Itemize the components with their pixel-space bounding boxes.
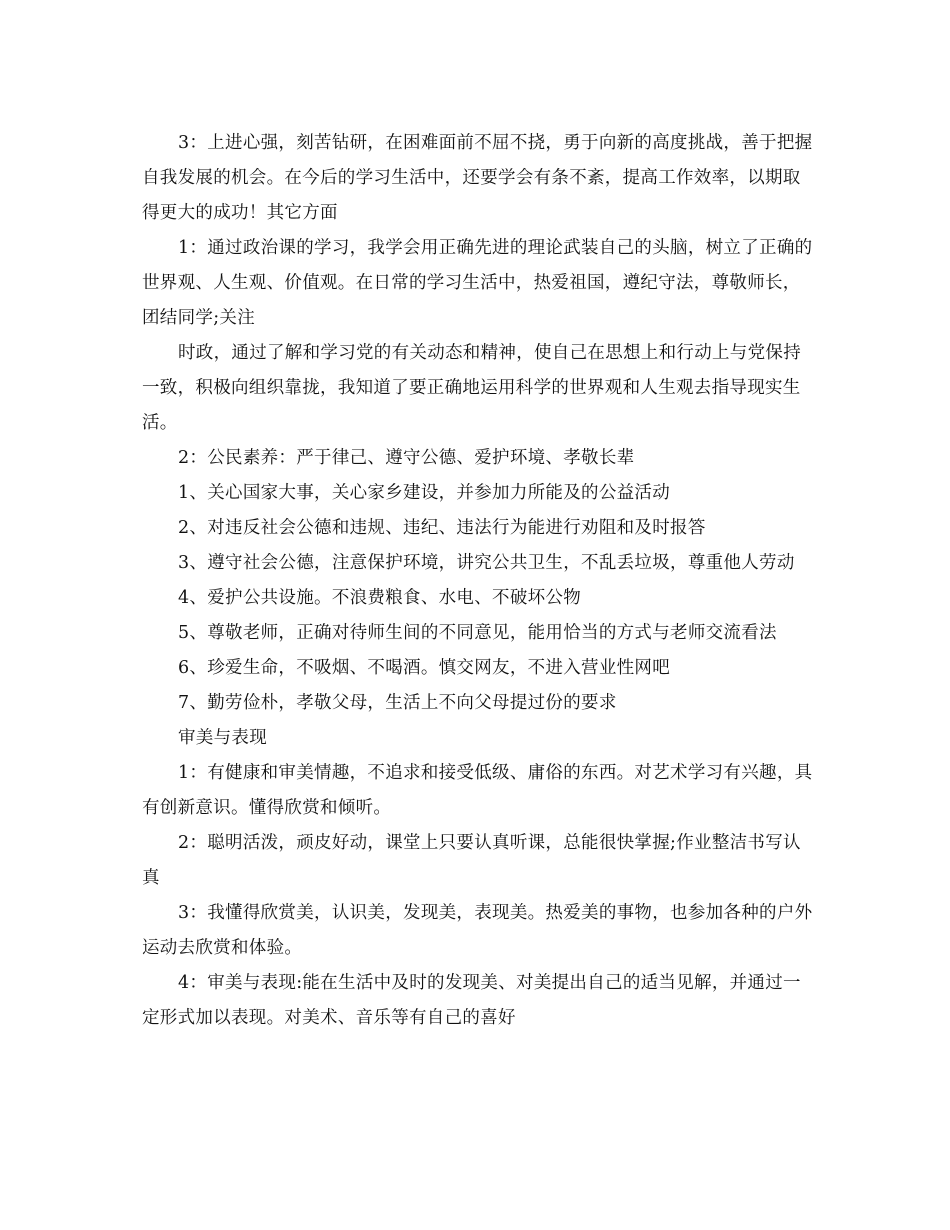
list-item-civic-6: 6、珍爱生命，不吸烟、不喝酒。慎交网友，不进入营业性网吧 (178, 658, 671, 678)
paragraph-civic-literacy: 2：公民素养：严于律己、遵守公德、爱护环境、孝敬长辈 (178, 448, 635, 468)
list-item-civic-5: 5、尊敬老师，正确对待师生间的不同意见，能用恰当的方式与老师交流看法 (178, 623, 777, 643)
section-heading-aesthetics: 审美与表现 (178, 728, 267, 748)
list-item-civic-7: 7、勤劳俭朴，孝敬父母，生活上不向父母提过份的要求 (178, 693, 617, 713)
paragraph-aesthetics-1: 1：有健康和审美情趣，不追求和接受低级、庸俗的东西。对艺术学习有兴趣，具有创新意识。懂得欣赏和倾听。 (142, 763, 813, 818)
list-item-civic-4: 4、爱护公共设施。不浪费粮食、水电、不破坏公物 (178, 588, 582, 608)
paragraph-aesthetics-4: 4：审美与表现:能在生活中及时的发现美、对美提出自己的适当见解，并通过一定形式加以表现。对美术、音乐等有自己的喜好 (142, 973, 801, 1028)
paragraph-progress: 3：上进心强，刻苦钻研，在困难面前不屈不挠，勇于向新的高度挑战，善于把握自我发展的机会。在今后的学习生活中，还要学会有条不紊，提高工作效率，以期取得更大的成功！其它方面 (142, 133, 813, 223)
list-item-civic-1: 1、关心国家大事，关心家乡建设，并参加力所能及的公益活动 (178, 483, 671, 503)
list-item-civic-2: 2、对违反社会公德和违规、违纪、违法行为能进行劝阻和及时报答 (178, 518, 706, 538)
list-item-civic-3: 3、遵守社会公德，注意保护环境，讲究公共卫生，不乱丢垃圾，尊重他人劳动 (178, 553, 795, 573)
paragraph-aesthetics-2: 2：聪明活泼，顽皮好动，课堂上只要认真听课，总能很快掌握;作业整洁书写认真 (142, 833, 801, 888)
paragraph-politics: 1：通过政治课的学习，我学会用正确先进的理论武装自己的头脑，树立了正确的世界观、人生观、价值观。在日常的学习生活中，热爱祖国，遵纪守法，尊敬师长，团结同学;关注 (142, 238, 813, 328)
paragraph-aesthetics-3: 3：我懂得欣赏美，认识美，发现美，表现美。热爱美的事物，也参加各种的户外运动去欣赏和体验。 (142, 903, 813, 958)
paragraph-current-affairs: 时政，通过了解和学习党的有关动态和精神，使自己在思想上和行动上与党保持一致，积极向组织靠拢，我知道了要正确地运用科学的世界观和人生观去指导现实生活。 (142, 343, 801, 433)
document-body (142, 126, 818, 1036)
